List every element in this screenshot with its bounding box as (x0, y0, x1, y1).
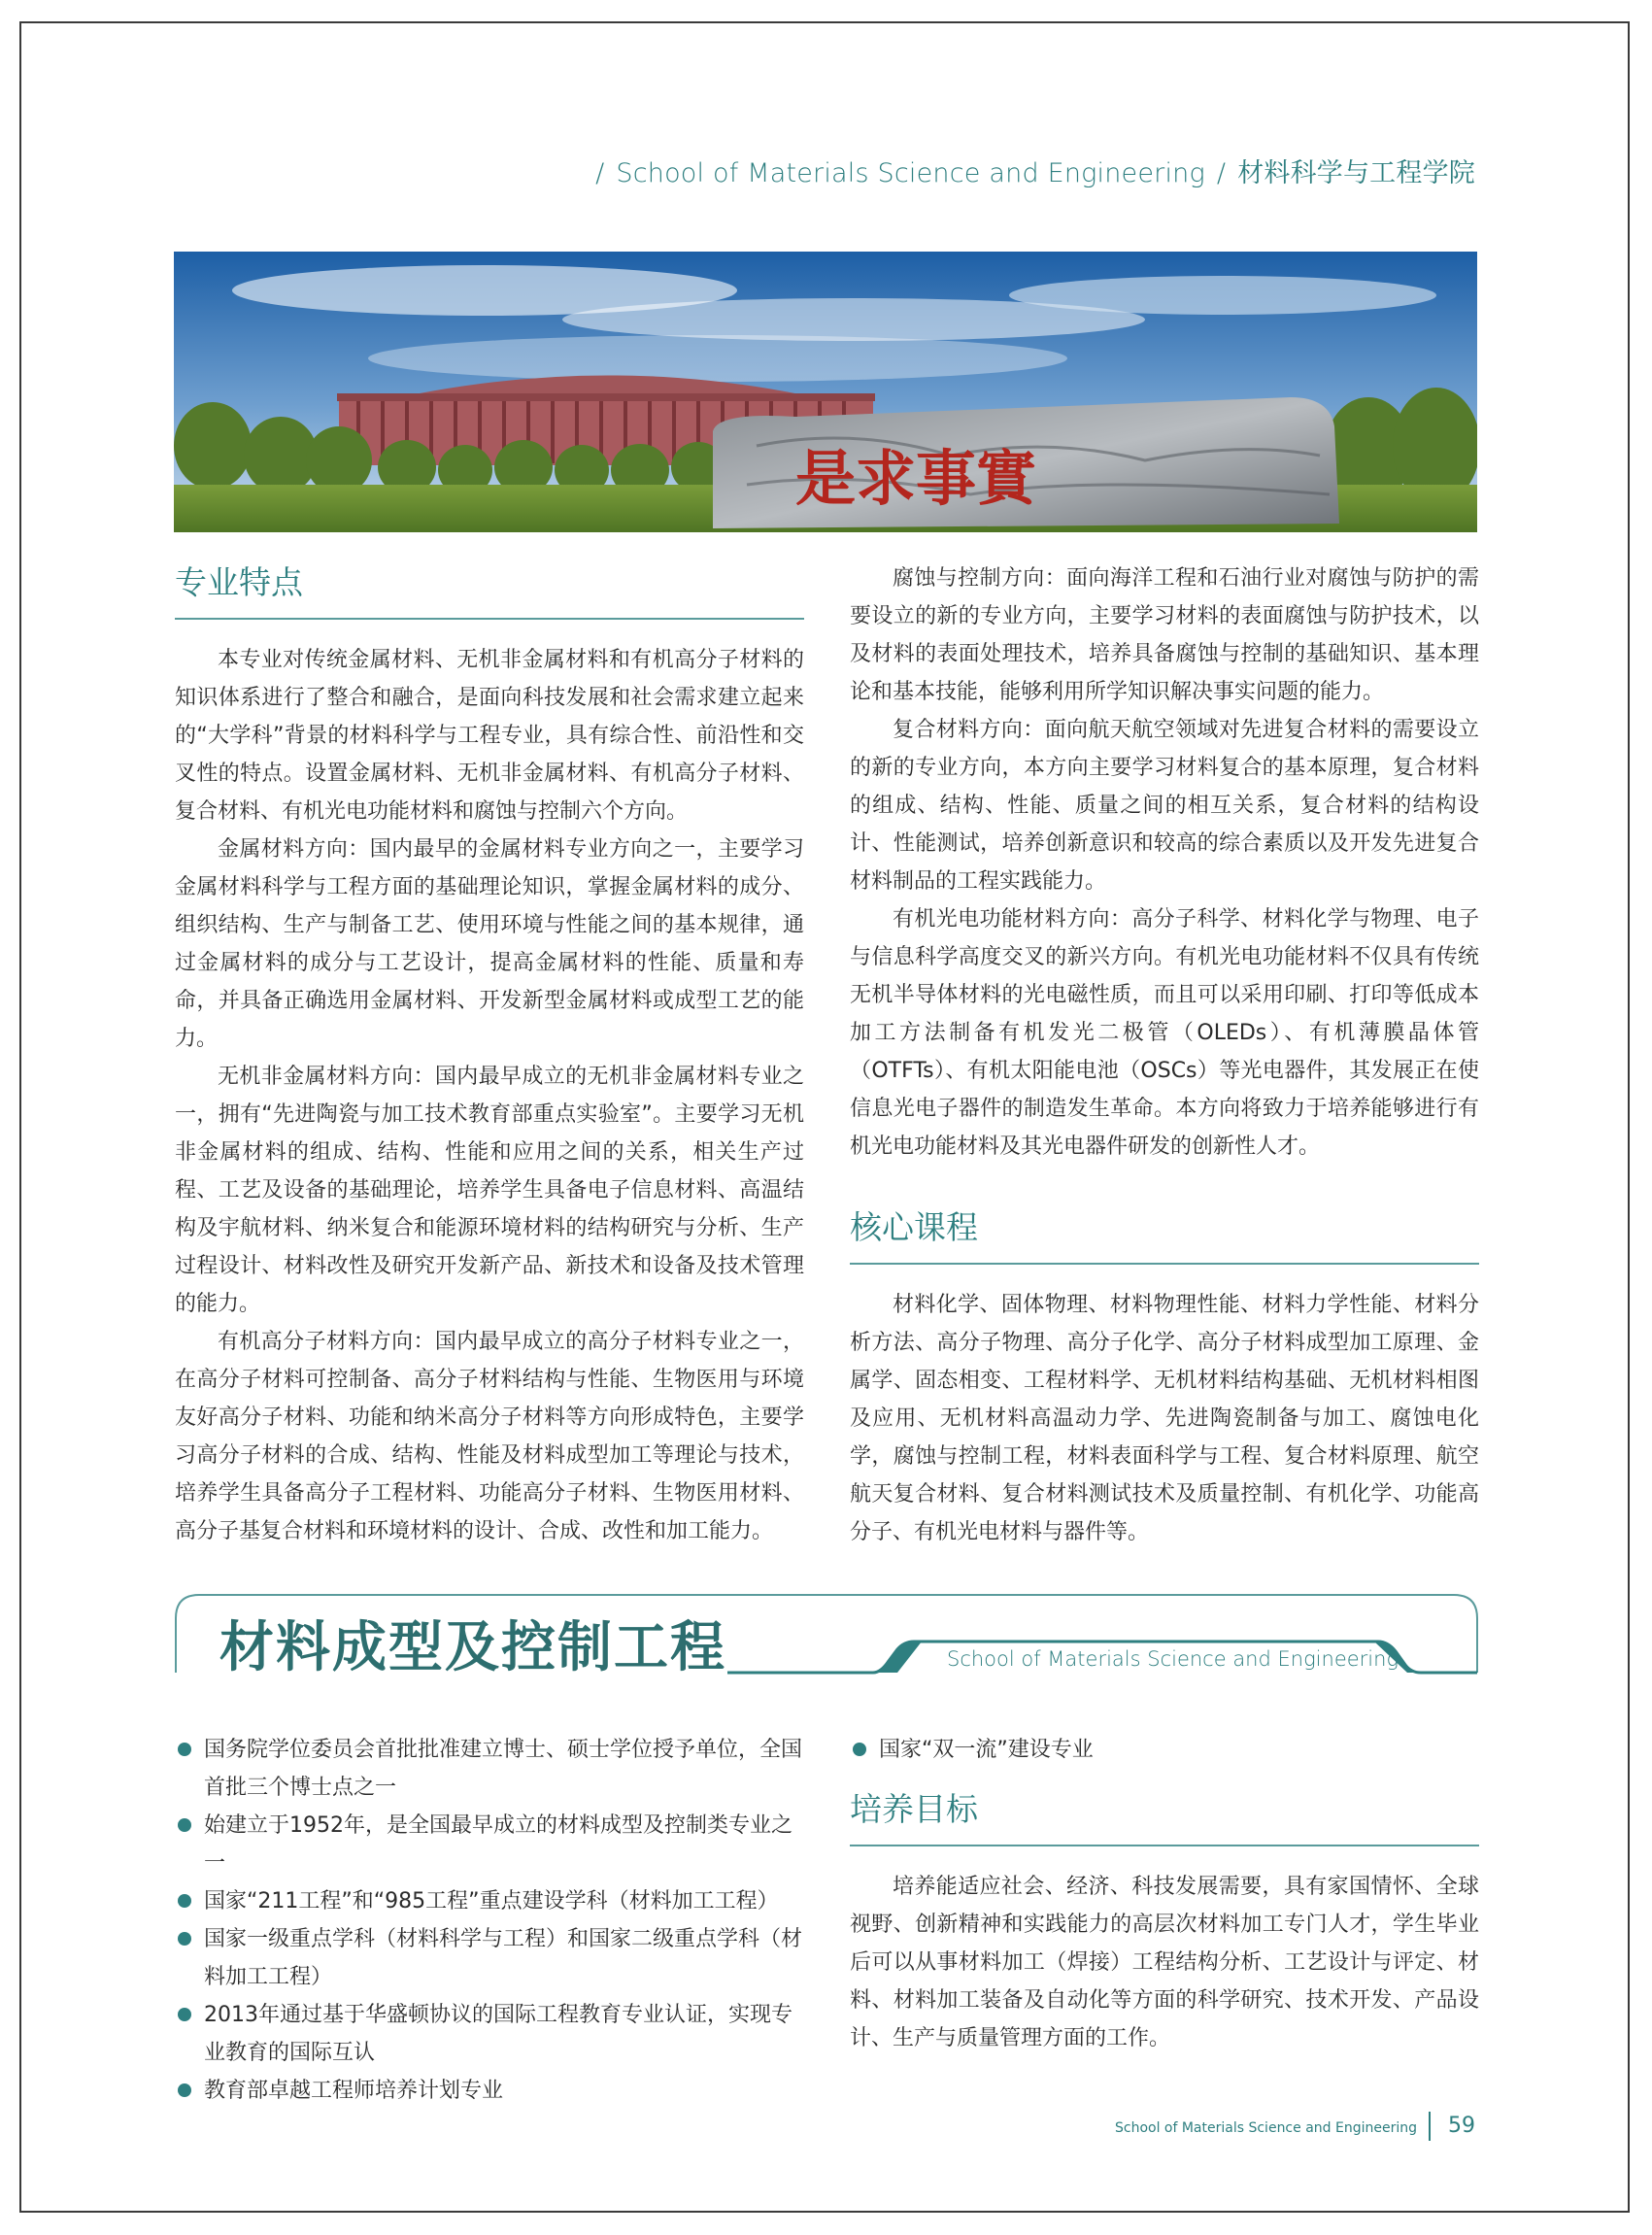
page-number: 59 (1448, 2114, 1475, 2138)
list-item: 教育部卓越工程师培养计划专业 (175, 2072, 806, 2110)
header-cn-title: 材料科学与工程学院 (1237, 158, 1475, 188)
section-title-features: 专业特点 (175, 559, 804, 620)
left-column (175, 559, 804, 1550)
header-breadcrumb (584, 152, 1475, 189)
program-subtitle: School of Materials Science and Engineering (947, 1647, 1399, 1671)
program-title: 材料成型及控制工程 (219, 1616, 726, 1679)
list-item: 2013年通过基于华盛顿协议的国际工程教育专业认证，实现专业教育的国际互认 (175, 1996, 806, 2072)
features-paragraph-optoelectronic: 有机光电功能材料方向：高分子科学、材料化学与物理、电子与信息科学高度交叉的新兴方向。有机光电功能材料不仅具有传统无机半导体材料的光电磁性质，而且可以采用印刷、打印等低成本加工方法制备有机发光二极管（OLEDs）、有机薄膜晶体管（OTFTs）、有机太阳能电池（OSCs）等光电器件，其发展正在使信息光电子器件的制造发生革命。本方向将致力于培养能够进行有机光电功能材料及其光电器件研发的创新性人才。 (850, 907, 1479, 1159)
bullet-dot-icon (178, 1932, 191, 1946)
section-title-training-goal: 培养目标 (850, 1786, 1479, 1846)
footer-school-name: School of Materials Science and Engineering (1114, 2120, 1417, 2136)
bullet-dot-icon (178, 1818, 191, 1832)
stone-inscription: 是求事實 (795, 443, 1037, 514)
list-item: 国家“双一流”建设专业 (850, 1731, 1479, 1769)
training-goal-paragraph: 培养能适应社会、经济、科技发展需要，具有家国情怀、全球视野、创新精神和实践能力的高层次材料加工专门人才，学生毕业后可以从事材料加工（焊接）工程结构分析、工艺设计与评定、材料、材料加工装备及自动化等方面的科学研究、技术开发、产品设计、生产与质量管理方面的工作。 (850, 1875, 1479, 2050)
features-paragraph-inorganic: 无机非金属材料方向：国内最早成立的无机非金属材料专业之一，拥有“先进陶瓷与加工技术教育部重点实验室”。主要学习无机非金属材料的组成、结构、性能和应用之间的关系，相关生产过程、工艺及设备的基础理论，培养学生具备电子信息材料、高温结构及宇航材料、纳米复合和能源环境材料的结构研究与分析、生产过程设计、材料改性及研究开发新产品、新技术和设备及技术管理的能力。 (175, 1065, 804, 1316)
right-bottom-column (850, 1731, 1479, 2057)
program-highlights-list (175, 1731, 806, 2110)
bullet-dot-icon (853, 1743, 866, 1756)
bullet-dot-icon (178, 2083, 191, 2097)
bullet-dot-icon (178, 1894, 191, 1908)
features-paragraph-1: 本专业对传统金属材料、无机非金属材料和有机高分子材料的知识体系进行了整合和融合，是面向科技发展和社会需求建立起来的“大学科”背景的材料科学与工程专业，具有综合性、前沿性和交叉性的特点。设置金属材料、无机非金属材料、有机高分子材料、复合材料、有机光电功能材料和腐蚀与控制六个方向。 (175, 648, 804, 824)
bullet-dot-icon (178, 1743, 191, 1756)
header-en-title: School of Materials Science and Engineering (616, 158, 1205, 188)
list-item: 国家一级重点学科（材料科学与工程）和国家二级重点学科（材料加工工程） (175, 1920, 806, 1996)
list-item: 始建立于1952年，是全国最早成立的材料成型及控制类专业之一 (175, 1807, 806, 1882)
footer-divider (1429, 2112, 1431, 2141)
right-column (850, 559, 1479, 1551)
bullet-dot-icon (178, 2008, 191, 2021)
breadcrumb-separator: / (1216, 158, 1227, 188)
features-paragraph-metal: 金属材料方向：国内最早的金属材料专业方向之一，主要学习金属材料科学与工程方面的基础理论知识，掌握金属材料的成分、组织结构、生产与制备工艺、使用环境与性能之间的基本规律，通过金属材料的成分与工艺设计，提高金属材料的性能、质量和寿命，并具备正确选用金属材料、开发新型金属材料或成型工艺的能力。 (175, 837, 804, 1051)
features-paragraph-corrosion: 腐蚀与控制方向：面向海洋工程和石油行业对腐蚀与防护的需要设立的新的专业方向，主要学习材料的表面腐蚀与防护技术，以及材料的表面处理技术，培养具备腐蚀与控制的基础知识、基本理论和基本技能，能够利用所学知识解决事实问题的能力。 (850, 566, 1479, 704)
list-item: 国家“211工程”和“985工程”重点建设学科（材料加工工程） (175, 1882, 806, 1920)
features-paragraph-composite: 复合材料方向：面向航天航空领域对先进复合材料的需要设立的新的专业方向，本方向主要学习材料复合的基本原理，复合材料的组成、结构、性能、质量之间的相互关系，复合材料的结构设计、性能测试，培养创新意识和较高的综合素质以及开发先进复合材料制品的工程实践能力。 (850, 718, 1479, 894)
core-courses-paragraph: 材料化学、固体物理、材料物理性能、材料力学性能、材料分析方法、高分子物理、高分子化学、高分子材料成型加工原理、金属学、固态相变、工程材料学、无机材料结构基础、无机材料相图及应用、无机材料高温动力学、先进陶瓷制备与加工、腐蚀电化学，腐蚀与控制工程，材料表面科学与工程、复合材料原理、航空航天复合材料、复合材料测试技术及质量控制、有机化学、功能高分子、有机光电材料与器件等。 (850, 1293, 1479, 1544)
section-title-core-courses: 核心课程 (850, 1204, 1479, 1265)
campus-banner-image (174, 252, 1477, 532)
list-item: 国务院学位委员会首批批准建立博士、硕士学位授予单位，全国首批三个博士点之一 (175, 1731, 806, 1807)
breadcrumb-separator: / (595, 158, 605, 188)
features-paragraph-polymer: 有机高分子材料方向：国内最早成立的高分子材料专业之一，在高分子材料可控制备、高分子材料结构与性能、生物医用与环境友好高分子材料、功能和纳米高分子材料等方向形成特色，主要学习高分子材料的合成、结构、性能及材料成型加工等理论与技术，培养学生具备高分子工程材料、功能高分子材料、生物医用材料、高分子基复合材料和环境材料的设计、合成、改性和加工能力。 (175, 1330, 804, 1543)
